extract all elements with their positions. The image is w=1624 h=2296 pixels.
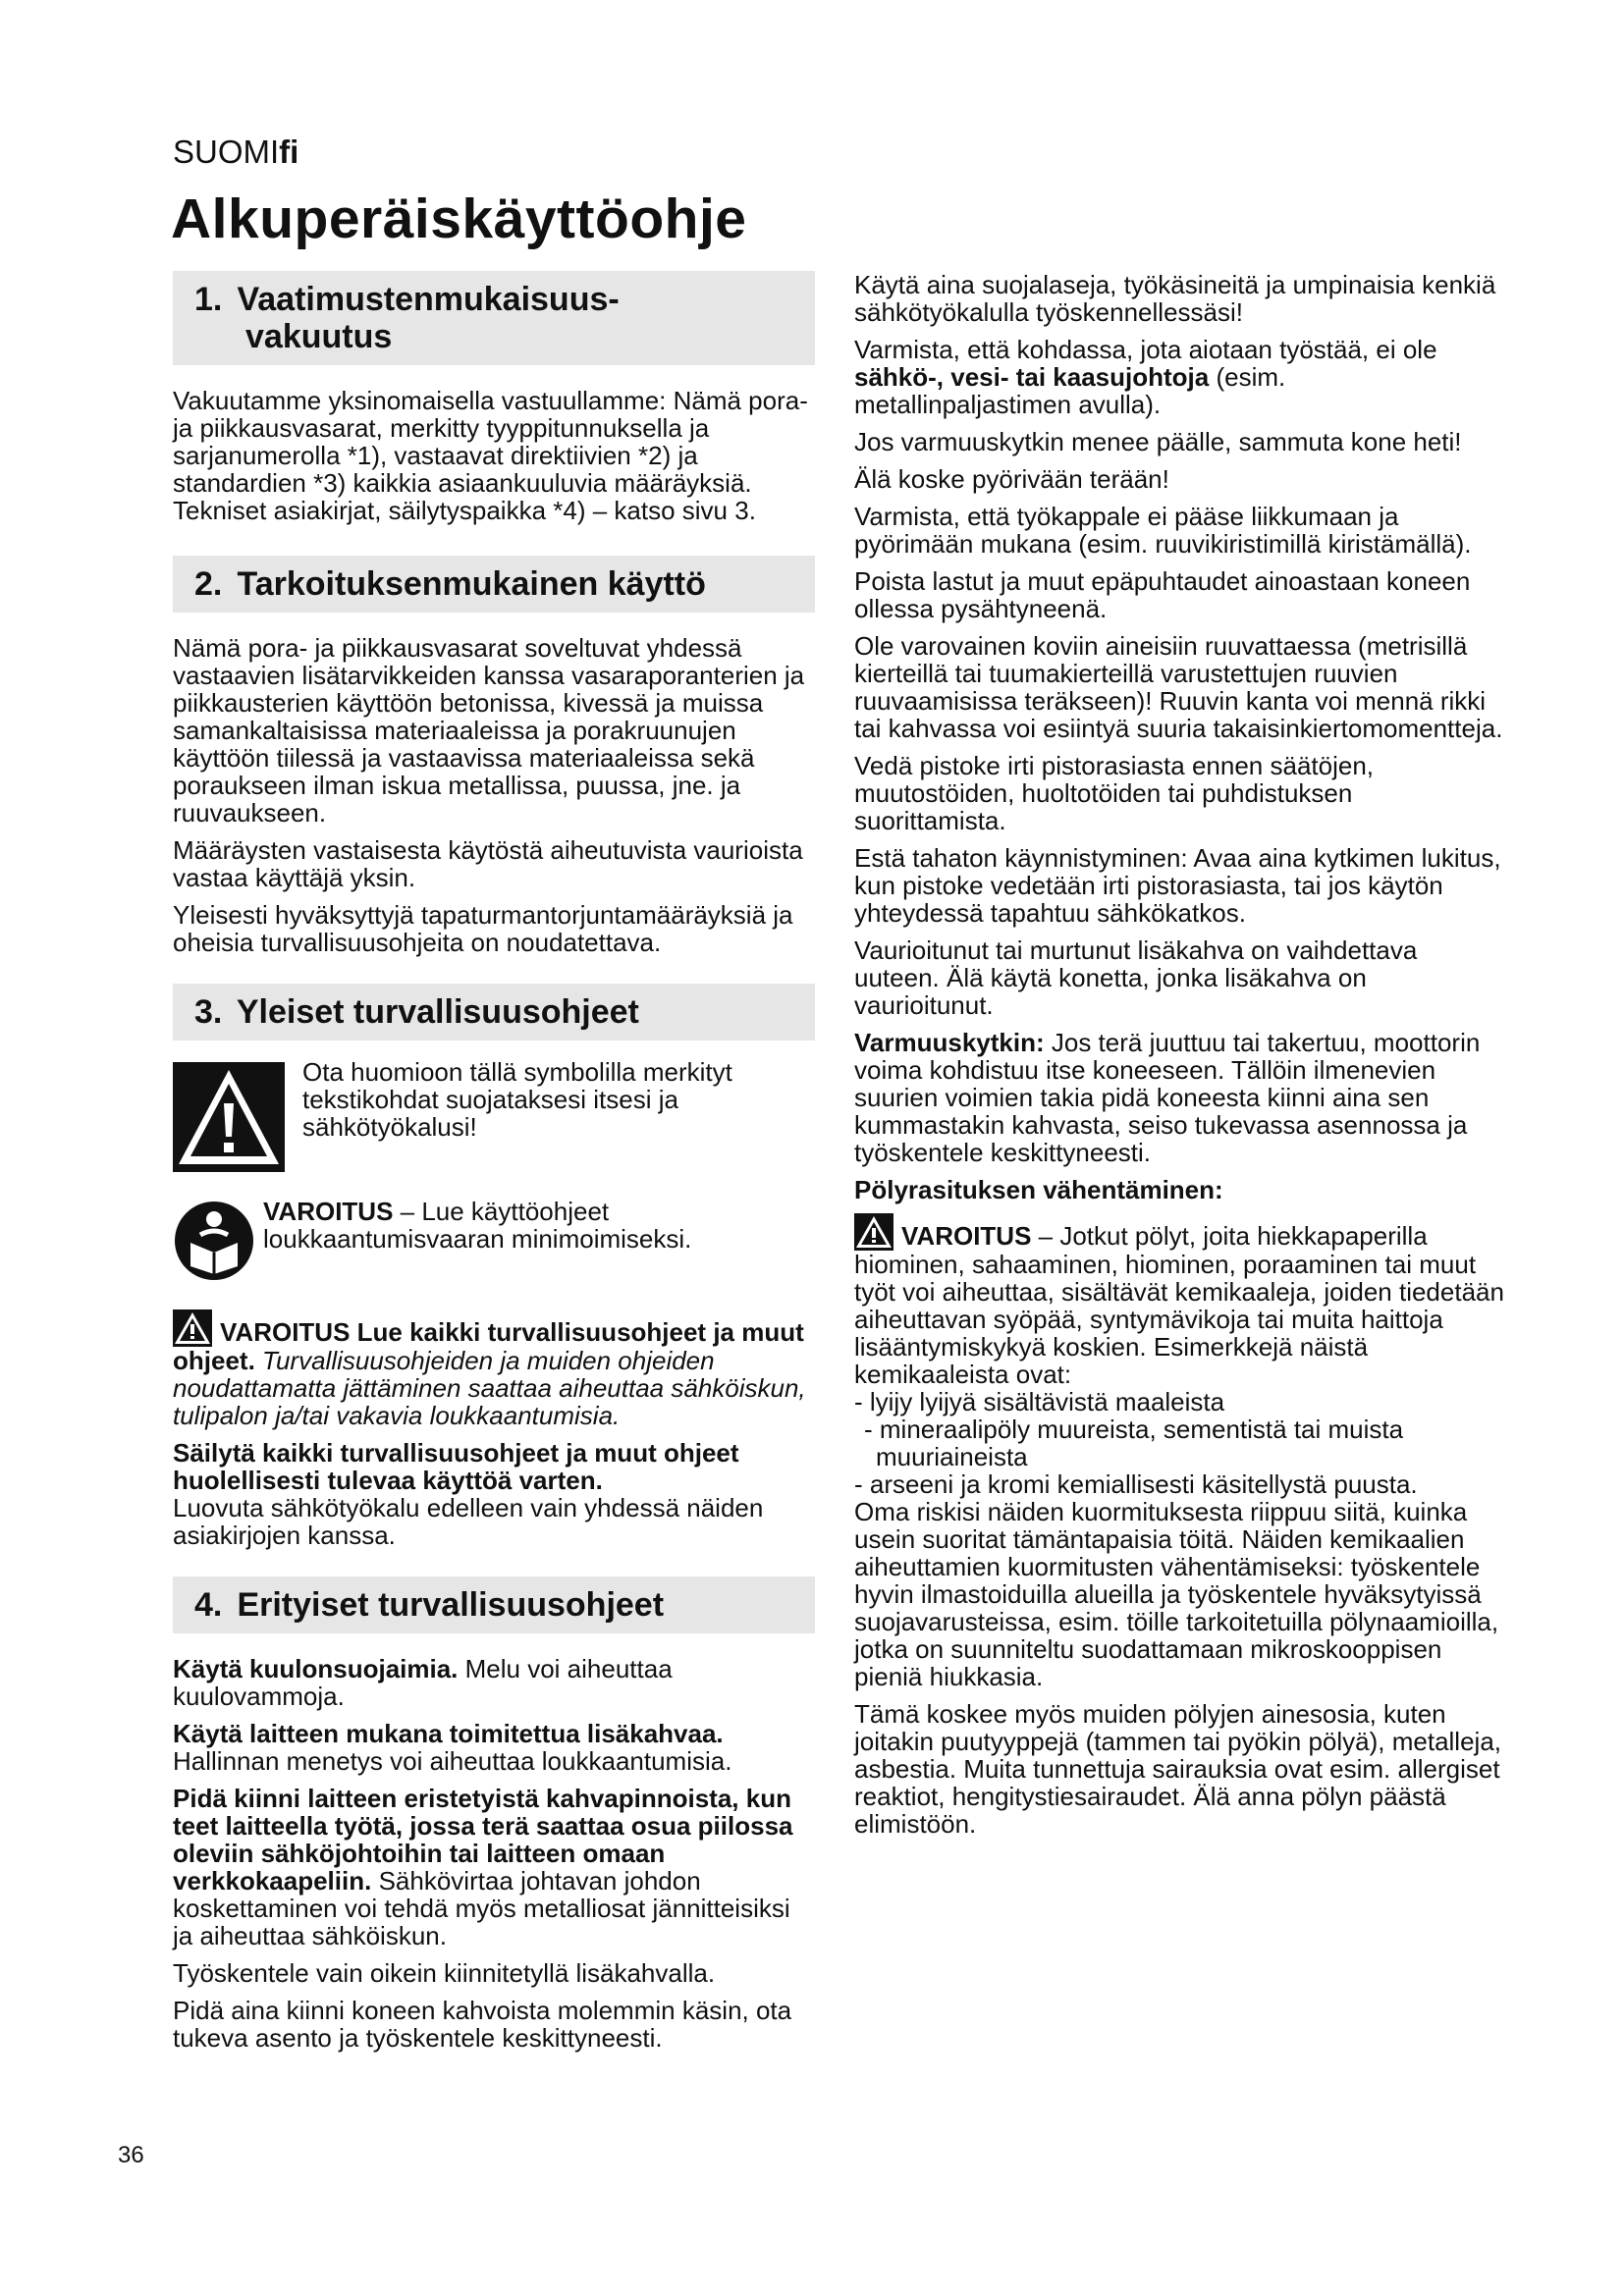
section-2-text-1: Nämä pora- ja piikkausvasarat soveltuvat yhdessä vastaavien lisätarvikkeiden kanssa vasaraporanterien ja piikkausterien käyttöön betonissa, kivessä ja muissa samankaltaisissa materiaaleissa ja porakruunujen käyttöön tiilessä ja vastaavissa materiaaleissa sekä poraukseen ilman iskua metallissa, puussa, jne. ja ruuvaukseen. [173, 633, 805, 828]
right-text-13: Tämä koskee myös muiden pölyjen ainesosia, kuten joitakin puutyyppejä (tammen tai pyökin pölyä), metalleja, asbestia. Muita tunnettuja sairauksia ovat esim. allergiset reaktiot, hengitystiesairaudet. Älä anna pölyn päästä elimistöön. [854, 1699, 1502, 1839]
section-4-hearing: Käytä kuulonsuojaimia. Melu voi aiheuttaa kuulovammoja. [173, 1654, 673, 1711]
section-1-heading: 1. Vaatimustenmukaisuus- vakuutus [173, 271, 815, 365]
read-manual-warning [173, 1196, 815, 1290]
list-item: - mineraalipöly muureista, sementistä tai muista muuriaineista [864, 1415, 1404, 1471]
section-4-work-handle: Työskentele vain oikein kiinnitetyllä lisäkahvalla. [173, 1958, 716, 1988]
symbol-explanation-text: Ota huomioon tällä symbolilla merkityt tekstikohdat suojataksesi itsesi ja sähkötyökalusi! [302, 1057, 732, 1142]
page-title: Alkuperäiskäyttöohje [171, 187, 747, 250]
section-4-insulated: Pidä kiinni laitteen eristetyistä kahvapinnoista, kun teet laitteella työtä, jossa terä saattaa osua piilossa oleviin sähköjohtoihin tai laitteen omaan verkkokaapeliin. Sähkövirtaa johtavan johdon koskettaminen voi tehdä myös metalliosat jännitteisiksi ja aiheuttaa sähköiskun. [173, 1784, 793, 1950]
language-label: SUOMIfi [173, 133, 299, 170]
right-text-5: Varmista, että työkappale ei pääse liikkumaan ja pyörimään mukana (esim. ruuvikiristimillä kiristämällä). [854, 502, 1472, 559]
right-text-1: Käytä aina suojalaseja, työkäsineitä ja umpinaisia kenkiä sähkötyökalulla työskennellessäsi! [854, 270, 1496, 327]
warning-triangle-icon [173, 1062, 285, 1172]
page-number: 36 [118, 2142, 144, 2168]
pass-on-instructions: Luovuta sähkötyökalu edelleen vain yhdessä näiden asiakirjojen kanssa. [173, 1493, 764, 1550]
section-4-both-hands: Pidä aina kiinni koneen kahvoista molemmin käsin, ota tukeva asento ja työskentele keskittyneesti. [173, 1996, 792, 2053]
list-item: - lyijy lyijyä sisältävistä maaleista [854, 1387, 1225, 1416]
right-text-9: Estä tahaton käynnistyminen: Avaa aina kytkimen lukitus, kun pistoke vedetään irti pistorasiasta, tai jos käytön yhteydessä tapahtuu sähkökatkos. [854, 843, 1501, 928]
symbol-explanation [173, 1057, 815, 1176]
right-text-6: Poista lastut ja muut epäpuhtaudet ainoastaan koneen ollessa pysähtyneenä. [854, 566, 1471, 623]
section-4-heading: 4. Erityiset turvallisuusohjeet [173, 1576, 815, 1633]
dust-warning: VAROITUS – Jotkut pölyt, joita hiekkapaperilla hiominen, sahaaminen, hiominen, poraaminen tai muut työt voi aiheuttaa, sisältävät kemikaaleja, joiden tiedetään aiheuttavan syöpää, syntymävikoja tai muita haittoja lisääntymiskykyä koskien. Esimerkkejä näistä kemikaaleista ovat: [854, 1213, 1504, 1388]
right-text-12: Oma riskisi näiden kuormituksesta riippuu siitä, kuinka usein suoritat tämäntapaisia töitä. Näiden kemikaalien aiheuttamien kuormitusten vähentämiseksi: työskentele hyvin ilmastoiduilla alueilla ja työskentele hyväksytyissä suojavarusteissa, esim. töille tarkoitetuilla pölynaamioilla, jotka on suunniteltu suodattamaan mikroskooppisen pieniä hiukkasia. [854, 1497, 1499, 1691]
right-text-4: Älä koske pyörivään terään! [854, 464, 1169, 494]
section-2-heading: 2. Tarkoituksenmukainen käyttö [173, 556, 815, 613]
small-warning-icon [854, 1213, 893, 1251]
section-3-heading: 3. Yleiset turvallisuusohjeet [173, 984, 815, 1041]
right-column [854, 271, 1504, 1847]
keep-instructions: Säilytä kaikki turvallisuusohjeet ja muut ohjeet huolellisesti tulevaa käyttöä varten. [173, 1438, 739, 1495]
read-manual-text: VAROITUS – Lue käyttöohjeet loukkaantumisvaaran minimoimiseksi. [263, 1197, 692, 1254]
small-warning-icon [173, 1309, 212, 1347]
list-item: - arseeni ja kromi kemiallisesti käsitellystä puusta. [854, 1469, 1418, 1499]
read-manual-icon [173, 1196, 255, 1289]
right-text-8: Vedä pistoke irti pistorasiasta ennen säätöjen, muutostöiden, huoltotöiden tai puhdistuksen suorittamista. [854, 751, 1375, 835]
dust-title: Pölyrasituksen vähentäminen: [854, 1175, 1223, 1204]
general-warning: VAROITUS Lue kaikki turvallisuusohjeet ja muut ohjeet. Turvallisuusohjeiden ja muiden ohjeiden noudattamatta jättäminen saattaa aiheuttaa sähköiskun, tulipalon ja/tai vakavia loukkaantumisia. [173, 1309, 815, 1429]
right-text-2: Varmista, että kohdassa, jota aiotaan työstää, ei ole sähkö-, vesi- tai kaasujohtoja (esim. metallinpaljastimen avulla). [854, 335, 1437, 419]
section-2-text-3: Yleisesti hyväksyttyjä tapaturmantorjuntamääräyksiä ja oheisia turvallisuusohjeita on noudatettava. [173, 900, 793, 957]
section-4-handle: Käytä laitteen mukana toimitettua lisäkahvaa. Hallinnan menetys voi aiheuttaa loukkaantumisia. [173, 1719, 732, 1776]
right-text-3: Jos varmuuskytkin menee päälle, sammuta kone heti! [854, 427, 1462, 456]
right-text-7: Ole varovainen koviin aineisiin ruuvattaessa (metrisillä kierteillä tai tuumakierteillä varustettujen ruuvien ruuvaamisissa teräkseen)! Ruuvin kanta voi mennä rikki tai kahvassa voi esiintyä suuria takaisinkiertomomentteja. [854, 631, 1503, 743]
section-2-text-2: Määräysten vastaisesta käytöstä aiheutuvista vaurioista vastaa käyttäjä yksin. [173, 835, 803, 892]
section-1-text: Vakuutamme yksinomaisella vastuullamme: Nämä pora- ja piikkausvasarat, merkitty tyyppitunnuksella ja sarjanumerolla *1), vastaavat direktiivien *2) ja standardien *3) kaikkia asiaankuuluvia määräyksiä. Tekniset asiakirjat, säilytyspaikka *4) – katso sivu 3. [173, 386, 808, 525]
left-column [173, 271, 815, 2061]
right-text-10: Vaurioitunut tai murtunut lisäkahva on vaihdettava uuteen. Älä käytä konetta, jonka lisäkahva on vaurioitunut. [854, 935, 1418, 1020]
right-text-11: Varmuuskytkin: Jos terä juuttuu tai takertuu, moottorin voima kohdistuu itse koneeseen. Tällöin ilmenevien suurien voimien takia pidä koneesta kiinni aina sen kummastakin kahvasta, seiso tukevassa asennossa ja työskentele keskittyneesti. [854, 1028, 1481, 1167]
